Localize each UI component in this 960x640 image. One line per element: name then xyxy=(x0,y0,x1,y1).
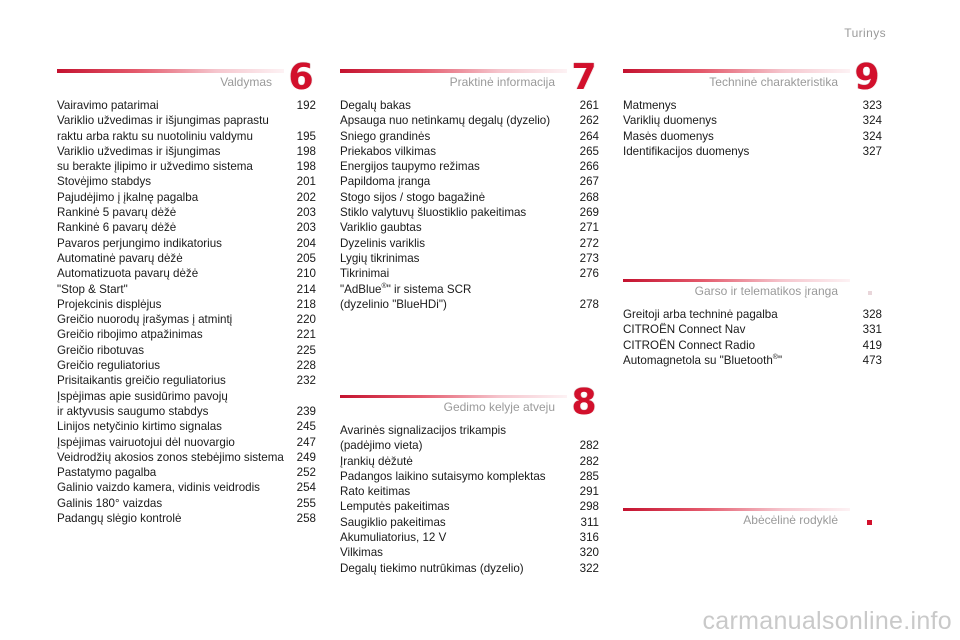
toc-entry-page: 323 xyxy=(862,99,882,112)
toc-entry[interactable] xyxy=(57,389,316,420)
toc-entry[interactable] xyxy=(340,282,599,313)
toc-entry-page: 205 xyxy=(296,251,316,265)
toc-entry[interactable] xyxy=(57,251,316,266)
toc-entry-title: Greičio ribotuvas xyxy=(57,343,144,357)
page-title: Turinys xyxy=(844,26,886,40)
section-divider xyxy=(340,395,567,398)
section-divider xyxy=(57,69,284,73)
toc-entry[interactable] xyxy=(623,353,882,368)
toc-entry-title: su berakte įlipimo ir užvedimo sistema xyxy=(57,160,253,174)
toc-entry[interactable] xyxy=(340,251,599,266)
toc-entry[interactable] xyxy=(57,236,316,251)
toc-entry-title: Lemputės pakeitimas xyxy=(340,500,450,514)
section-header xyxy=(623,500,882,536)
section-marker-icon xyxy=(868,291,872,295)
toc-entry[interactable] xyxy=(340,515,599,530)
toc-entry[interactable] xyxy=(57,205,316,220)
toc-entry-page: 311 xyxy=(580,515,599,529)
toc-entry-page: 203 xyxy=(296,206,316,220)
section-header xyxy=(57,57,316,98)
toc-entry-title: Stovėjimo stabdys xyxy=(57,175,152,189)
toc-entry-page: 291 xyxy=(579,485,599,499)
toc-entry-page: 214 xyxy=(296,282,316,296)
toc-entry[interactable] xyxy=(57,159,316,174)
toc-entry-page: 268 xyxy=(579,190,599,204)
toc-entry[interactable] xyxy=(57,190,316,205)
toc-entry-page: 327 xyxy=(862,144,882,158)
toc-entry[interactable] xyxy=(340,159,599,174)
toc-entry-page: 282 xyxy=(579,454,599,468)
toc-entry-page: 195 xyxy=(296,129,316,143)
toc-entry-page: 324 xyxy=(862,114,882,128)
toc-entry-page: 320 xyxy=(579,546,599,560)
toc-entry-title: Apsauga nuo netinkamų degalų (dyzelio) xyxy=(340,114,551,128)
toc-entry[interactable] xyxy=(340,220,599,235)
toc-entry[interactable] xyxy=(57,312,316,327)
toc-entry[interactable] xyxy=(340,469,599,484)
toc-entry-page: 239 xyxy=(296,404,316,418)
toc-entry[interactable] xyxy=(57,465,316,480)
toc-entry[interactable] xyxy=(340,423,599,454)
toc-entry-title: Padangos laikino sutaisymo komplektas xyxy=(340,469,546,483)
section-header xyxy=(623,271,882,307)
entry-list xyxy=(623,98,882,159)
toc-entry-title: Įspėjimas apie susidūrimo pavojų ir aktyvusis saugumo stabdys xyxy=(57,389,228,418)
toc-entry-title: Tikrinimai xyxy=(340,267,390,281)
toc-entry-page: 221 xyxy=(296,328,316,342)
toc-entry-page: 266 xyxy=(579,160,599,174)
toc-entry-page: 218 xyxy=(296,297,316,311)
toc-entry-page: 249 xyxy=(296,450,316,464)
toc-entry-page: 201 xyxy=(296,175,316,189)
toc-entry-title: Padangų slėgio kontrolė xyxy=(57,512,182,526)
toc-entry-title: Rankinė 5 pavarų dėžė xyxy=(57,206,177,220)
toc-entry-page: 322 xyxy=(579,561,599,575)
toc-entry-title: Vairavimo patarimai xyxy=(57,99,159,112)
toc-entry-page: 202 xyxy=(296,190,316,204)
toc-entry-title: Masės duomenys xyxy=(623,129,714,143)
toc-entry[interactable] xyxy=(57,435,316,450)
section-divider xyxy=(340,69,567,73)
toc-entry-title: Stiklo valytuvų šluostiklio pakeitimas xyxy=(340,206,527,220)
toc-entry-title: Akumuliatorius, 12 V xyxy=(340,531,447,545)
toc-entry-page: 473 xyxy=(862,353,882,367)
section-title: Gedimo kelyje atveju xyxy=(443,400,555,414)
toc-entry[interactable] xyxy=(623,307,882,322)
section-technine-charakteristika xyxy=(623,57,882,159)
toc-entry-page: 269 xyxy=(579,206,599,220)
toc-entry-title: Automatinė pavarų dėžė xyxy=(57,251,183,265)
section-divider xyxy=(623,279,850,282)
toc-entry-page: 331 xyxy=(862,323,882,337)
toc-entry[interactable] xyxy=(340,205,599,220)
toc-entry-title: Greičio ribojimo atpažinimas xyxy=(57,328,203,342)
toc-entry-page: 245 xyxy=(296,420,316,434)
toc-entry-page: 262 xyxy=(579,114,599,128)
toc-entry-page: 264 xyxy=(579,129,599,143)
toc-entry[interactable] xyxy=(57,174,316,189)
toc-entry[interactable] xyxy=(340,190,599,205)
toc-entry-page: 272 xyxy=(579,236,599,250)
toc-entry-page: 228 xyxy=(296,359,316,373)
toc-entry-title: Energijos taupymo režimas xyxy=(340,160,480,174)
toc-entry[interactable] xyxy=(340,266,599,281)
toc-entry-page: 273 xyxy=(579,251,599,265)
toc-entry-page: 204 xyxy=(296,236,316,250)
section-title: Abėcėlinė rodyklė xyxy=(743,513,838,527)
toc-entry-title: Galinis 180° vaizdas xyxy=(57,496,163,510)
toc-entry-title: Matmenys xyxy=(623,99,677,112)
toc-entry[interactable] xyxy=(340,129,599,144)
section-title: Praktinė informacija xyxy=(449,75,555,89)
toc-entry-page: 192 xyxy=(296,99,316,112)
toc-entry-page: 198 xyxy=(296,144,316,158)
toc-entry-title: Dyzelinis variklis xyxy=(340,236,426,250)
toc-entry[interactable] xyxy=(57,496,316,511)
toc-entry-page: 285 xyxy=(579,469,599,483)
toc-entry-page: 328 xyxy=(862,308,882,321)
toc-entry-page: 261 xyxy=(579,99,599,112)
toc-entry-page: 419 xyxy=(862,338,882,352)
section-divider xyxy=(623,508,850,511)
toc-entry-title: Automagnetola su "Bluetooth®" xyxy=(623,353,783,367)
toc-entry[interactable] xyxy=(340,113,599,128)
toc-entry[interactable] xyxy=(340,174,599,189)
toc-entry[interactable] xyxy=(340,98,599,113)
toc-entry-page: 252 xyxy=(296,466,316,480)
toc-entry-title: Įspėjimas vairuotojui dėl nuovargio xyxy=(57,435,235,449)
toc-entry[interactable] xyxy=(623,144,882,159)
toc-entry-title: Stogo sijos / stogo bagažinė xyxy=(340,190,486,204)
toc-entry-title: Lygių tikrinimas xyxy=(340,251,420,265)
toc-entry[interactable] xyxy=(623,322,882,337)
toc-entry[interactable] xyxy=(57,511,316,526)
entry-list xyxy=(623,307,882,368)
toc-entry-title: Pavaros perjungimo indikatorius xyxy=(57,236,222,250)
toc-entry-page: 282 xyxy=(579,439,599,453)
section-number: 7 xyxy=(571,57,597,98)
toc-entry-title: Veidrodžių akosios zonos stebėjimo sistema xyxy=(57,450,284,464)
toc-entry-page: 276 xyxy=(579,267,599,281)
toc-entry-page: 220 xyxy=(296,313,316,327)
toc-entry-title: Pajudėjimo į įkalnę pagalba xyxy=(57,190,199,204)
toc-entry-page: 254 xyxy=(296,481,316,495)
toc-entry[interactable] xyxy=(340,236,599,251)
toc-entry-title: Variklio užvedimas ir išjungimas xyxy=(57,144,221,158)
entry-list xyxy=(340,98,599,312)
toc-entry-title: Automatizuota pavarų dėžė xyxy=(57,267,199,281)
toc-entry-title: Degalų bakas xyxy=(340,99,411,112)
section-abeceline-rodykle xyxy=(623,500,882,536)
toc-entry-title: "AdBlue®" ir sistema SCR (dyzelinio "BlueHDi") xyxy=(340,282,472,311)
section-garso-ir-telematikos-iranga xyxy=(623,271,882,368)
toc-entry-page: 247 xyxy=(296,435,316,449)
section-number: 8 xyxy=(571,382,597,423)
toc-entry[interactable] xyxy=(57,98,316,113)
toc-entry[interactable] xyxy=(57,343,316,358)
toc-entry-title: Sniego grandinės xyxy=(340,129,431,143)
section-gedimo-kelyje-atveju xyxy=(340,382,599,576)
toc-entry-title: Variklių duomenys xyxy=(623,114,717,128)
toc-entry-page: 198 xyxy=(296,160,316,174)
toc-entry-title: Greičio nuorodų įrašymas į atmintį xyxy=(57,313,233,327)
toc-entry-page: 265 xyxy=(579,144,599,158)
toc-entry-title: Vilkimas xyxy=(340,546,383,560)
toc-entry[interactable] xyxy=(623,113,882,128)
toc-entry-title: Saugiklio pakeitimas xyxy=(340,515,446,529)
toc-entry-title: Variklio gaubtas xyxy=(340,221,422,235)
section-praktine-informacija xyxy=(340,57,599,312)
toc-entry[interactable] xyxy=(340,484,599,499)
toc-entry[interactable] xyxy=(57,144,316,159)
toc-entry-title: Priekabos vilkimas xyxy=(340,144,436,158)
section-divider xyxy=(623,69,850,73)
toc-entry-page: 210 xyxy=(296,267,316,281)
toc-entry-title: Rankinė 6 pavarų dėžė xyxy=(57,221,177,235)
section-number: 9 xyxy=(854,57,880,98)
toc-entry[interactable] xyxy=(340,530,599,545)
toc-entry[interactable] xyxy=(57,297,316,312)
toc-entry-title: "Stop & Start" xyxy=(57,282,128,296)
toc-entry-title: Linijos netyčinio kirtimo signalas xyxy=(57,420,222,434)
toc-entry[interactable] xyxy=(623,338,882,353)
toc-entry[interactable] xyxy=(623,129,882,144)
section-title: Valdymas xyxy=(220,75,272,89)
toc-entry-title: CITROËN Connect Nav xyxy=(623,323,746,337)
toc-entry-title: Prisitaikantis greičio reguliatorius xyxy=(57,374,226,388)
toc-entry[interactable] xyxy=(340,499,599,514)
section-header xyxy=(340,382,599,423)
toc-entry-title: Rato keitimas xyxy=(340,485,411,499)
entry-list xyxy=(57,98,316,526)
toc-entry[interactable] xyxy=(57,419,316,434)
toc-entry-page: 255 xyxy=(296,496,316,510)
section-header xyxy=(623,57,882,98)
toc-entry[interactable] xyxy=(340,561,599,576)
toc-entry-page: 258 xyxy=(296,512,316,526)
toc-entry[interactable] xyxy=(340,545,599,560)
toc-entry[interactable] xyxy=(623,98,882,113)
watermark: carmanualsonline.info xyxy=(702,607,952,635)
toc-entry-page: 271 xyxy=(579,221,599,235)
toc-entry[interactable] xyxy=(57,358,316,373)
toc-entry[interactable] xyxy=(57,450,316,465)
toc-entry-title: Degalų tiekimo nutrūkimas (dyzelio) xyxy=(340,561,524,575)
toc-entry[interactable] xyxy=(340,144,599,159)
toc-entry[interactable] xyxy=(57,282,316,297)
toc-entry-title: Avarinės signalizacijos trikampis (padėjimo vieta) xyxy=(340,424,507,453)
toc-entry-title: Projekcinis displėjus xyxy=(57,297,162,311)
section-valdymas xyxy=(57,57,316,526)
toc-entry-page: 278 xyxy=(579,297,599,311)
toc-entry-page: 225 xyxy=(296,343,316,357)
toc-entry-title: CITROËN Connect Radio xyxy=(623,338,756,352)
toc-entry[interactable] xyxy=(57,113,316,144)
toc-entry-page: 203 xyxy=(296,221,316,235)
toc-entry[interactable] xyxy=(57,327,316,342)
toc-entry[interactable] xyxy=(57,220,316,235)
toc-entry-title: Greičio reguliatorius xyxy=(57,359,161,373)
section-title: Techninė charakteristika xyxy=(709,75,838,89)
section-marker-icon xyxy=(867,520,872,525)
toc-entry-page: 267 xyxy=(579,175,599,189)
toc-entry[interactable] xyxy=(57,266,316,281)
toc-entry-page: 232 xyxy=(296,374,316,388)
toc-entry-title: Papildoma įranga xyxy=(340,175,431,189)
toc-entry-page: 324 xyxy=(862,129,882,143)
toc-entry-title: Identifikacijos duomenys xyxy=(623,144,750,158)
toc-entry[interactable] xyxy=(57,373,316,388)
toc-entry-page: 316 xyxy=(579,531,599,545)
entry-list xyxy=(340,423,599,576)
toc-entry-title: Įrankių dėžutė xyxy=(340,454,413,468)
section-title: Garso ir telematikos įranga xyxy=(694,284,838,298)
toc-entry-title: Greitoji arba techninė pagalba xyxy=(623,308,778,321)
toc-entry[interactable] xyxy=(340,454,599,469)
toc-entry-title: Pastatymo pagalba xyxy=(57,466,157,480)
toc-entry-title: Variklio užvedimas ir išjungimas paprastu raktu arba raktu su nuotoliniu valdymu xyxy=(57,114,269,143)
section-number: 6 xyxy=(288,57,314,98)
section-header xyxy=(340,57,599,98)
toc-entry-title: Galinio vaizdo kamera, vidinis veidrodis xyxy=(57,481,260,495)
toc-entry[interactable] xyxy=(57,480,316,495)
toc-entry-page: 298 xyxy=(579,500,599,514)
